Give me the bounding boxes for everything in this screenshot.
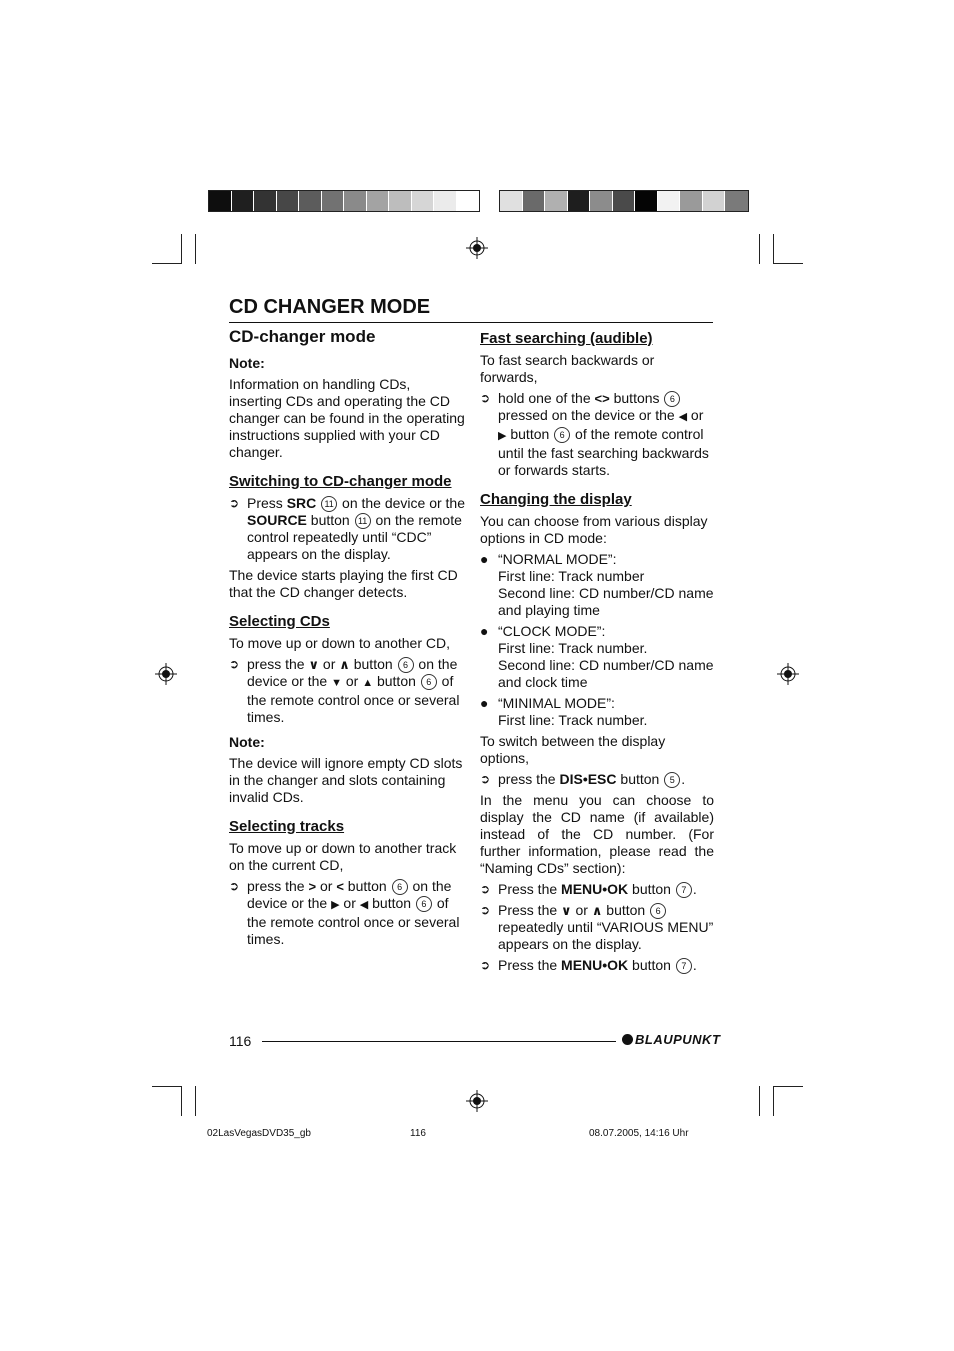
arrow-bullet-icon: ➲ xyxy=(229,657,240,671)
title-rule xyxy=(229,322,713,323)
arrow-bullet-icon: ➲ xyxy=(229,879,240,893)
registration-mark-icon xyxy=(777,663,799,685)
menu-step: ➲ Press the ∨ or ∧ button 6 repeatedly until “VARIOUS MENU” appears on the display. xyxy=(480,902,714,952)
selecting-tracks-heading: Selecting tracks xyxy=(229,818,345,835)
up-triangle-icon: ▲ xyxy=(362,677,374,689)
mode-list-item: ● “NORMAL MODE”: First line: Track number Second line: CD number/CD name and playing time xyxy=(480,551,714,618)
color-swatch xyxy=(680,191,703,211)
color-swatch xyxy=(209,191,232,211)
paragraph: To move up or down to another track on the current CD, xyxy=(229,840,457,873)
bullet-dot-icon: ● xyxy=(480,695,489,711)
crop-mark xyxy=(773,234,774,264)
crop-mark xyxy=(773,263,803,264)
down-chevron-icon: ∨ xyxy=(308,657,320,672)
paragraph: You can choose from various display options in CD mode: xyxy=(480,513,708,546)
button-number-badge: 7 xyxy=(676,882,692,898)
brand-logo: BLAUPUNKT xyxy=(622,1032,720,1047)
note-label: Note: xyxy=(229,355,265,371)
page-title: CD CHANGER MODE xyxy=(229,296,431,318)
crop-mark xyxy=(773,1086,803,1087)
selecting-cds-step: ➲ press the ∨ or ∧ button 6 on the device or the ▼ or ▲ button 6 of the remote control once or several times. xyxy=(229,656,460,725)
color-swatch xyxy=(457,191,480,211)
button-number-badge: 6 xyxy=(554,427,570,443)
menu-step: ➲ Press the MENU•OK button 7 . xyxy=(480,881,697,897)
right-triangle-icon: ▶ xyxy=(498,430,507,442)
paragraph: To move up or down to another CD, xyxy=(229,635,451,651)
note-label: Note: xyxy=(229,734,265,750)
color-swatch xyxy=(322,191,345,211)
mode-list-item: ● “CLOCK MODE”: First line: Track number. Second line: CD number/CD name and clock time xyxy=(480,623,714,690)
note-text: The device will ignore empty CD slots in the changer and slots containing invalid CDs. xyxy=(229,755,463,805)
color-swatch xyxy=(232,191,255,211)
crop-mark xyxy=(152,263,182,264)
button-number-badge: 5 xyxy=(664,772,680,788)
color-bar-right xyxy=(499,190,749,212)
crop-mark xyxy=(759,1086,760,1116)
button-number-badge: 7 xyxy=(676,958,692,974)
crop-mark xyxy=(773,1086,774,1116)
section-heading: CD-changer mode xyxy=(229,327,376,346)
fast-search-heading: Fast searching (audible) xyxy=(480,330,653,347)
slug-page: 116 xyxy=(410,1128,426,1139)
left-triangle-icon: ◀ xyxy=(359,899,369,911)
footer-rule xyxy=(262,1041,616,1042)
crop-mark xyxy=(759,234,760,264)
button-number-badge: 6 xyxy=(416,896,432,912)
button-number-badge: 11 xyxy=(355,513,371,529)
arrow-bullet-icon: ➲ xyxy=(480,903,491,917)
paragraph: In the menu you can choose to display the CD name (if available) instead of the CD number. (For further information, please read the “Naming CDs” section): xyxy=(480,792,714,876)
right-triangle-icon: ▶ xyxy=(331,899,340,911)
note-text: Information on handling CDs, inserting CDs and operating the CD changer can be found in the operating instructions supplied with your CD changer. xyxy=(229,376,465,460)
color-swatch xyxy=(277,191,300,211)
color-swatch xyxy=(545,191,568,211)
slug-date: 08.07.2005, 14:16 Uhr xyxy=(589,1128,689,1139)
paragraph: To fast search backwards or forwards, xyxy=(480,352,655,385)
crop-mark xyxy=(181,234,182,264)
up-chevron-icon: ∧ xyxy=(339,657,350,672)
button-number-badge: 6 xyxy=(392,879,408,895)
left-triangle-icon: ◀ xyxy=(678,411,688,423)
down-triangle-icon: ▼ xyxy=(331,677,342,689)
left-column xyxy=(229,326,465,952)
color-swatch xyxy=(412,191,435,211)
button-number-badge: 6 xyxy=(650,903,666,919)
arrow-bullet-icon: ➲ xyxy=(480,882,491,896)
paragraph: To switch between the display options, xyxy=(480,733,666,766)
crop-mark xyxy=(195,1086,196,1116)
left-right-chevrons-icon: <> xyxy=(594,391,610,406)
button-number-badge: 6 xyxy=(398,657,414,673)
selecting-tracks-step: ➲ press the > or < button 6 on the device or the ▶ or ◀ button 6 of the remote control once or several times. xyxy=(229,878,460,947)
left-chevron-icon: < xyxy=(336,879,344,894)
color-swatch xyxy=(658,191,681,211)
dis-esc-step: ➲ press the DIS•ESC button 5 . xyxy=(480,771,686,787)
bullet-dot-icon: ● xyxy=(480,551,489,567)
up-chevron-icon: ∧ xyxy=(591,903,603,918)
button-number-badge: 11 xyxy=(321,496,337,512)
crop-mark xyxy=(195,234,196,264)
switching-step: ➲ Press SRC 11 on the device or the SOURCE button 11 on the remote control repeatedly until “CDC” appears on the display. xyxy=(229,495,466,562)
color-swatch xyxy=(389,191,412,211)
color-swatch xyxy=(590,191,613,211)
bullet-dot-icon: ● xyxy=(480,623,489,639)
color-swatch xyxy=(613,191,636,211)
registration-mark-icon xyxy=(466,1090,488,1112)
crop-mark xyxy=(181,1086,182,1116)
color-swatch xyxy=(500,191,523,211)
color-swatch xyxy=(635,191,658,211)
button-number-badge: 6 xyxy=(664,391,680,407)
selecting-cds-heading: Selecting CDs xyxy=(229,613,330,630)
menu-step: ➲ Press the MENU•OK button 7 . xyxy=(480,957,697,973)
registration-mark-icon xyxy=(155,663,177,685)
paragraph: The device starts playing the first CD that the CD changer detects. xyxy=(229,567,458,600)
page-number: 116 xyxy=(229,1033,252,1049)
registration-mark-icon xyxy=(466,237,488,259)
fast-search-step: ➲ hold one of the <> buttons 6 pressed on the device or the ◀ or ▶ button 6 of the remote control until the fast searching backwards or forwards starts. xyxy=(480,390,709,478)
color-swatch xyxy=(299,191,322,211)
arrow-bullet-icon: ➲ xyxy=(480,772,491,786)
brand-dot-icon xyxy=(622,1034,633,1045)
right-column xyxy=(480,326,714,978)
mode-list-item: ● “MINIMAL MODE”: First line: Track number. xyxy=(480,695,648,728)
slug-file: 02LasVegasDVD35_gb xyxy=(207,1128,311,1139)
color-bar-left xyxy=(208,190,480,212)
color-swatch xyxy=(523,191,546,211)
color-swatch xyxy=(367,191,390,211)
color-swatch xyxy=(344,191,367,211)
arrow-bullet-icon: ➲ xyxy=(229,496,240,510)
color-swatch xyxy=(568,191,591,211)
changing-display-heading: Changing the display xyxy=(480,491,632,508)
arrow-bullet-icon: ➲ xyxy=(480,958,491,972)
arrow-bullet-icon: ➲ xyxy=(480,391,491,405)
color-swatch xyxy=(254,191,277,211)
switching-heading: Switching to CD-changer mode xyxy=(229,473,452,490)
crop-mark xyxy=(152,1086,182,1087)
color-swatch xyxy=(434,191,457,211)
color-swatch xyxy=(703,191,726,211)
down-chevron-icon: ∨ xyxy=(561,903,572,918)
button-number-badge: 6 xyxy=(421,674,437,690)
right-chevron-icon: > xyxy=(308,879,317,894)
color-swatch xyxy=(725,191,748,211)
